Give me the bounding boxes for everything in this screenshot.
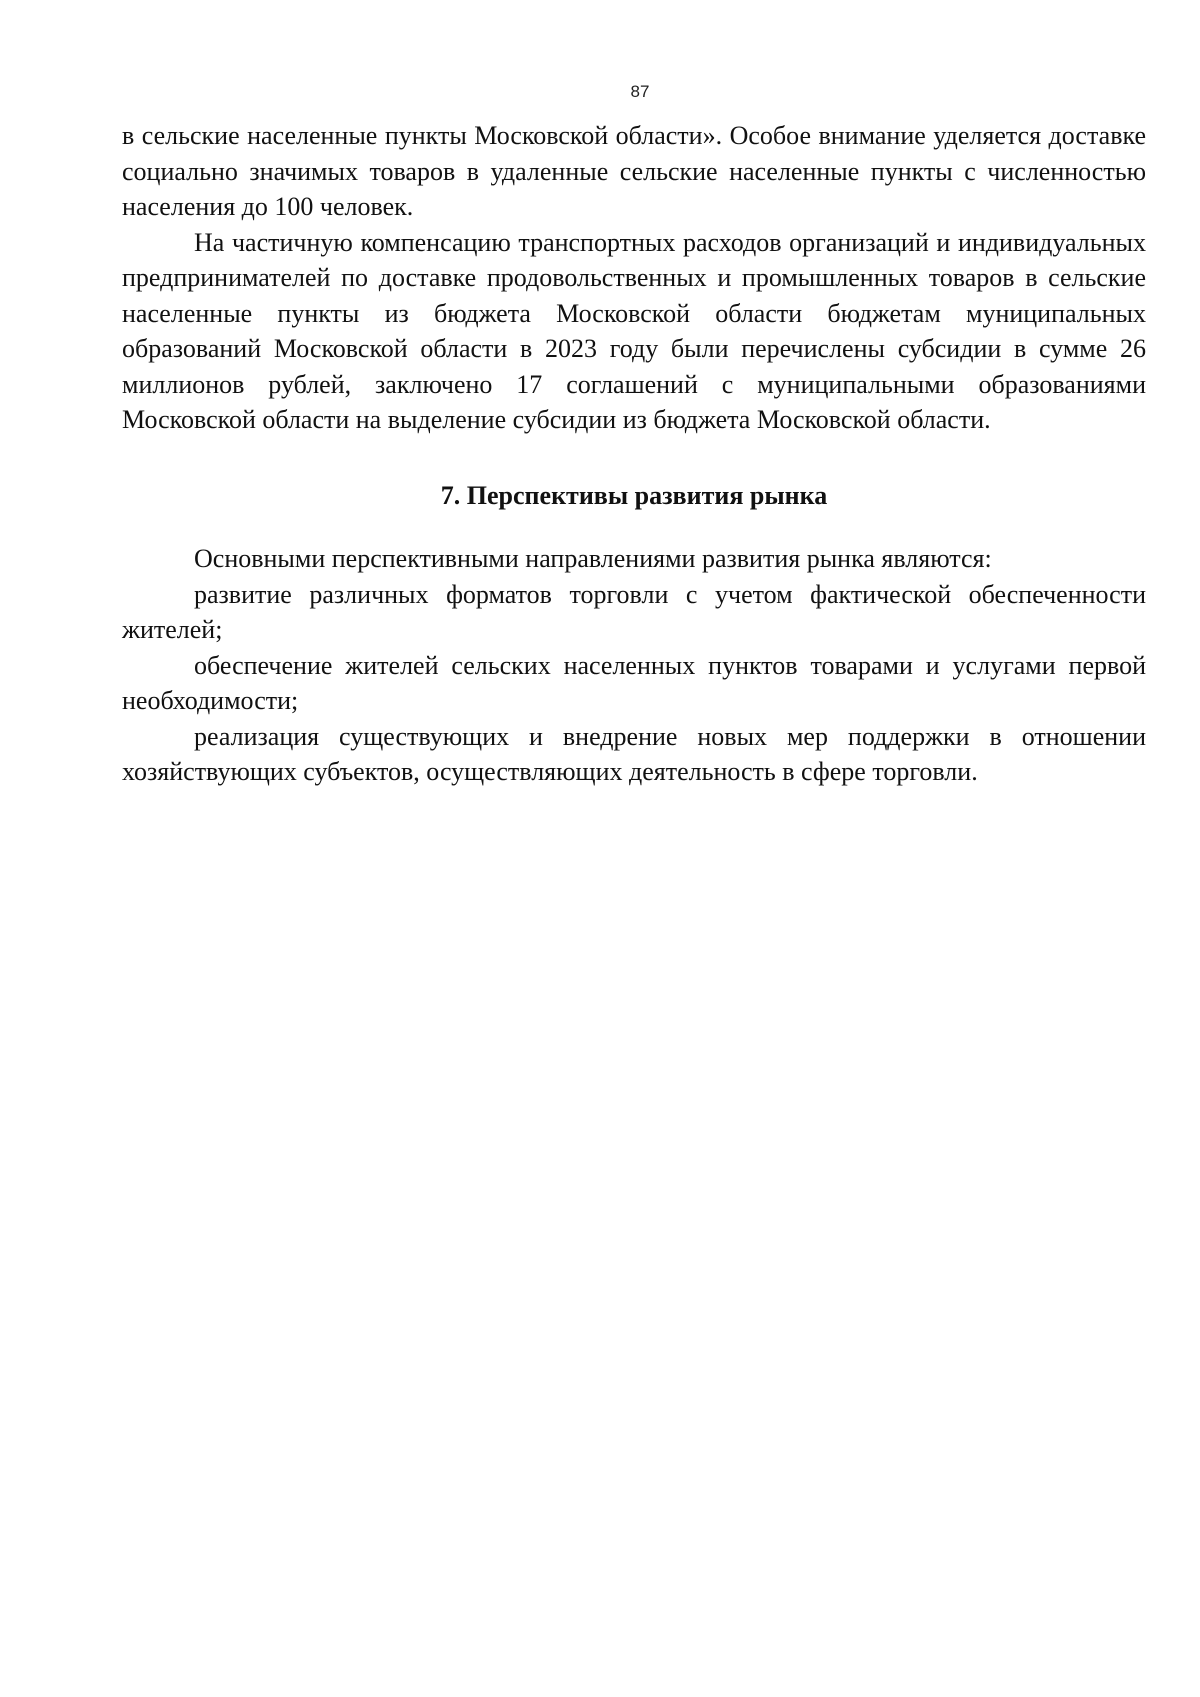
section-lead-paragraph: Основными перспективными направлениями развития рынка являются: [194, 544, 992, 573]
page-number: 87 [630, 82, 650, 101]
list-item: развитие различных форматов торговли с учетом фактической обеспеченности жителей; [122, 579, 1146, 644]
list-item: обеспечение жителей сельских населенных пунктов товарами и услугами первой необходимости; [122, 650, 1146, 715]
section-heading: 7. Перспективы развития рынка [440, 480, 828, 510]
paragraph-transport-compensation: На частичную компенсацию транспортных расходов организаций и индивидуальных предпринимателей по доставке продовольственных и промышленных товаров в сельские населенные пункты из бюджета Московской области бюджетам муниципальных образований Московской области в 2023 году были перечислены субсидии в сумме 26 миллионов рублей, заключено 17 соглашений с муниципальными образованиями Московской области на выделение субсидии из бюджета Московской области. [122, 227, 1146, 434]
document-body [122, 118, 1146, 790]
paragraph-delivery-rural: в сельские населенные пункты Московской области». Особое внимание уделяется доставке социально значимых товаров в удаленные сельские населенные пункты с численностью населения до 100 человек. [122, 121, 1146, 221]
list-item: реализация существующих и внедрение новых мер поддержки в отношении хозяйствующих субъектов, осуществляющих деятельность в сфере торговли. [122, 721, 1146, 786]
